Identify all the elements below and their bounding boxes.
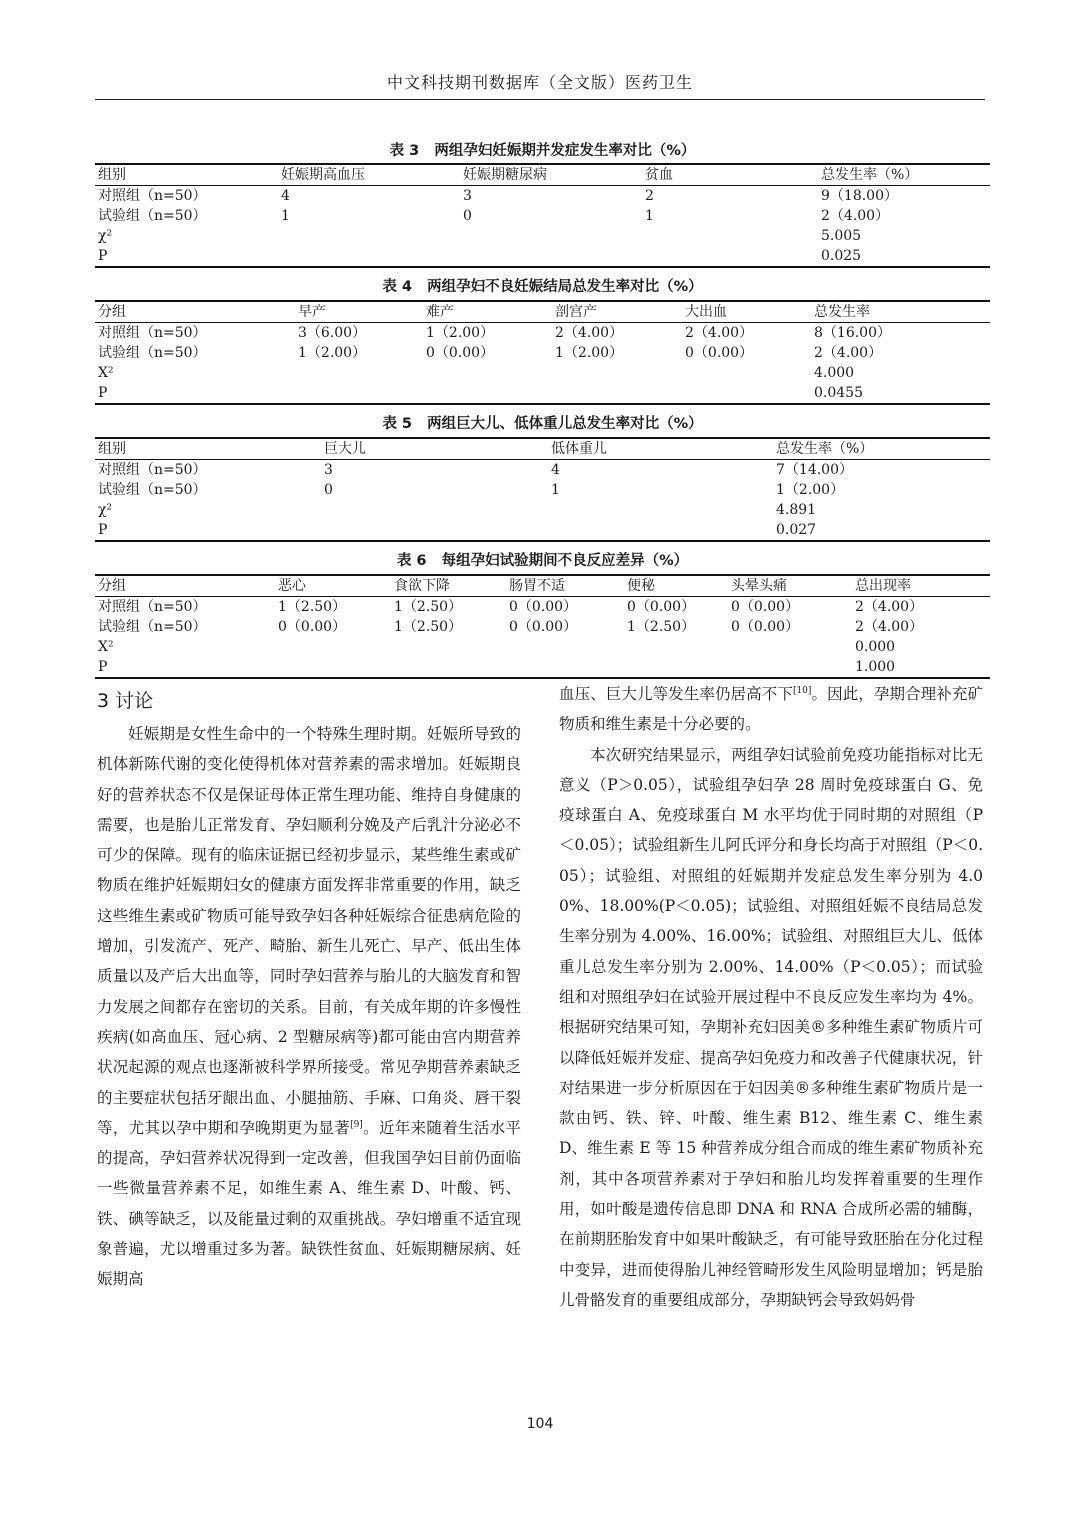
table-cell: 1（2.50） [627,619,696,635]
table-cell: 1（2.00） [298,345,367,361]
section-heading: 3 讨论 [97,690,154,712]
column-header: 组别 [95,164,278,186]
table-cell: 4.000 [814,365,855,381]
table-cell: 2（4.00） [555,325,624,341]
table-row [95,500,990,520]
table-cell: 0 [463,208,472,224]
table-cell: 0（0.00） [509,619,578,635]
table-cell: P [98,659,108,675]
column-header: 分组 [95,575,275,597]
table-cell: 1（2.50） [394,619,463,635]
table-row [95,617,990,637]
column-header: 肠胃不适 [506,575,624,597]
table-cell [423,363,552,383]
column-header: 早产 [295,301,423,323]
table-6-caption: 表 6 每组孕妇试验期间不良反应差异（%） [396,553,689,569]
table-cell [552,363,682,383]
table-cell [548,500,773,520]
table-row [95,383,990,404]
table-cell: 4 [551,462,560,478]
table-cell: 1.000 [855,659,896,675]
table-cell [278,246,460,267]
column-header: 头晕头痛 [728,575,852,597]
table-cell [278,226,460,246]
table-5-caption: 表 5 两组巨大儿、低体重儿总发生率对比（%） [382,416,703,432]
table-cell: χ² [98,228,113,244]
table-cell: X² [98,639,114,655]
table-cell [506,657,624,678]
table-cell [682,383,811,404]
table-cell [624,637,728,657]
table-cell [548,520,773,541]
table-row [95,226,990,246]
table-cell [460,246,642,267]
table-cell: 1 [551,482,560,498]
table-row [95,246,990,267]
table-cell: 对照组（n=50） [98,599,207,615]
table-cell: 0（0.00） [685,345,754,361]
body-paragraph [97,719,521,1295]
table-cell: 5.005 [821,228,862,244]
table-cell [682,363,811,383]
page-number: 104 [526,1416,554,1432]
running-header: 中文科技期刊数据库（全文版）医药卫生 [386,73,693,92]
table-cell: P [98,522,108,538]
table-cell: 1 [281,208,290,224]
table-cell: 0.000 [855,639,896,655]
table-header-row [95,164,990,186]
table-cell: 3（6.00） [298,325,367,341]
table-row [95,480,990,500]
table-cell [728,657,852,678]
column-header: 总出现率 [852,575,990,597]
table-cell: 2（4.00） [855,619,924,635]
paragraph-text: 。因此，孕期合理补充矿物质和维生素是十分必要的。 [559,685,983,734]
table-header-row [95,438,990,460]
table-cell: P [98,385,108,401]
column-header: 妊娠期糖尿病 [460,164,642,186]
table-row [95,343,990,363]
table-row [95,363,990,383]
table-cell [295,383,423,404]
column-header: 难产 [423,301,552,323]
table-cell: 0（0.00） [509,599,578,615]
table-cell: 1（2.50） [394,599,463,615]
column-header: 恶心 [275,575,391,597]
column-header: 总发生率（%） [773,438,990,460]
table-4-caption: 表 4 两组孕妇不良妊娠结局总发生率对比（%） [382,279,703,295]
table-cell: 0.025 [821,248,862,264]
table-5 [95,437,990,542]
table-cell: 试验组（n=50） [98,619,207,635]
paragraph-text: 血压、巨大儿等发生率仍居高不下 [559,685,793,703]
table-3 [95,163,990,268]
table-cell: 8（16.00） [814,325,891,341]
table-3-caption: 表 3 两组孕妇妊娠期并发症发生率对比（%） [389,143,696,159]
table-cell: 1（2.00） [555,345,624,361]
table-cell: 试验组（n=50） [98,208,207,224]
table-cell: 2 [645,188,654,204]
column-header: 巨大儿 [321,438,548,460]
paragraph-text: 。近年来随着生活水平的提高，孕妇营养状况得到一定改善，但我国孕妇目前仍面临一些微量营养素不足，如维生素 A、维生素 D、叶酸、钙、铁、碘等缺乏，以及能量过剩的双重挑战。孕妇增重不适宜现象普遍，尤以增重过多为著。缺铁性贫血、妊娠期糖尿病、妊娠期高 [97,1118,521,1289]
table-cell [460,226,642,246]
table-cell: 0.027 [776,522,817,538]
table-cell: 0 [324,482,333,498]
column-header: 组别 [95,438,321,460]
table-cell: 3 [463,188,472,204]
table-cell: 0（0.00） [627,599,696,615]
table-cell: 0（0.00） [731,619,800,635]
table-cell: 对照组（n=50） [98,325,207,341]
column-header: 总发生率（%） [818,164,990,186]
table-row [95,186,990,207]
table-cell: X² [98,365,114,381]
table-cell [275,657,391,678]
table-cell: 对照组（n=50） [98,188,207,204]
table-cell: 1（2.00） [776,482,845,498]
citation-marker: [10] [792,685,812,696]
table-cell: 4 [281,188,290,204]
column-header: 便秘 [624,575,728,597]
table-cell [552,383,682,404]
table-cell: 3 [324,462,333,478]
table-cell: 1（2.50） [278,599,347,615]
column-header: 低体重儿 [548,438,773,460]
table-cell [624,657,728,678]
table-cell: 4.891 [776,502,817,518]
table-cell [321,520,548,541]
table-cell [391,637,506,657]
table-cell: 试验组（n=50） [98,482,207,498]
column-header: 大出血 [682,301,811,323]
table-row [95,323,990,344]
column-header: 贫血 [642,164,818,186]
table-cell [321,500,548,520]
table-cell [275,637,391,657]
table-row [95,637,990,657]
table-cell [728,637,852,657]
left-text-column [97,719,521,1295]
table-cell [506,637,624,657]
table-cell [642,246,818,267]
table-cell: 0（0.00） [731,599,800,615]
right-text-column [559,679,983,1315]
column-header: 总发生率 [811,301,990,323]
table-cell: 2（4.00） [855,599,924,615]
table-cell [642,226,818,246]
table-row [95,597,990,618]
column-header: 食欲下降 [391,575,506,597]
table-cell: 2（4.00） [814,345,883,361]
table-cell: 0（0.00） [426,345,495,361]
table-cell: 1 [645,208,654,224]
table-cell [391,657,506,678]
table-row [95,206,990,226]
table-cell: χ² [98,502,113,518]
table-row [95,520,990,541]
table-cell [295,363,423,383]
table-header-row [95,301,990,323]
table-cell: 对照组（n=50） [98,462,207,478]
table-6 [95,574,990,679]
table-cell: 1（2.00） [426,325,495,341]
column-header: 分组 [95,301,295,323]
table-cell: 0.0455 [814,385,863,401]
table-4 [95,300,990,405]
column-header: 剖宫产 [552,301,682,323]
citation-marker: [9] [350,1119,363,1130]
body-paragraph [559,679,983,740]
table-row [95,460,990,481]
table-row [95,657,990,678]
table-cell: 2（4.00） [685,325,754,341]
table-header-row [95,575,990,597]
column-header: 妊娠期高血压 [278,164,460,186]
table-cell: 0（0.00） [278,619,347,635]
paragraph-text: 妊娠期是女性生命中的一个特殊生理时期。妊娠所导致的机体新陈代谢的变化使得机体对营养素的需求增加。妊娠期良好的营养状态不仅是保证母体正常生理功能、维持自身健康的需要，也是胎儿正常发育、孕妇顺利分娩及产后乳汁分泌必不可少的保障。现有的临床证据已经初步显示，某些维生素或矿物质在维护妊娠期妇女的健康方面发挥非常重要的作用，缺乏这些维生素或矿物质可能导致孕妇各种妊娠综合征患病危险的增加，引发流产、死产、畸胎、新生儿死亡、早产、低出生体质量以及产后大出血等，同时孕妇营养与胎儿的大脑发育和智力发展之间都存在密切的关系。目前，有关成年期的许多慢性疾病(如高血压、冠心病、2 型糖尿病等)都可能由宫内期营养状况起源的观点也逐渐被科学界所接受。常见孕期营养素缺乏的主要症状包括牙龈出血、小腿抽筋、手麻、口角炎、唇干裂等，尤其以孕中期和孕晚期更为显著 [97,725,521,1137]
table-cell: 试验组（n=50） [98,345,207,361]
table-cell: 9（18.00） [821,188,898,204]
table-cell: 7（14.00） [776,462,853,478]
body-paragraph: 本次研究结果显示，两组孕妇试验前免疫功能指标对比无意义（P＞0.05），试验组孕妇孕 28 周时免疫球蛋白 G、免疫球蛋白 A、免疫球蛋白 M 水平均优于同时期的对照组（P＜0.05）；试验组新生儿阿氏评分和身长均高于对照组（P＜0.05）；试验组、对照组的妊娠期并发症总发生率分别为 4.00%、18.00%(P＜0.05)；试验组、对照组妊娠不良结局总发生率分别为 4.00%、16.00%；试验组、对照组巨大儿、低体重儿总发生率分别为 2.00%、14.00%（P＜0.05）；而试验组和对照组孕妇在试验开展过程中不良反应发生率均为 4%。根据研究结果可知，孕期补充妇因美®多种维生素矿物质片可以降低妊娠并发症、提高孕妇免疫力和改善子代健康状况，针对结果进一步分析原因在于妇因美®多种维生素矿物质片是一款由钙、铁、锌、叶酸、维生素 B12、维生素 C、维生素 D、维生素 E 等 15 种营养成分组合而成的维生素矿物质补充剂，其中各项营养素对于孕妇和胎儿均发挥着重要的生理作用，如叶酸是遗传信息即 DNA 和 RNA 合成所必需的辅酶，在前期胚胎发育中如果叶酸缺乏，有可能导致胚胎在分化过程中变异，进而使得胎儿神经管畸形发生风险明显增加；钙是胎儿骨骼发育的重要组成部分，孕期缺钙会导致妈妈骨 [559,745,983,1309]
table-cell: 2（4.00） [821,208,890,224]
table-cell [423,383,552,404]
table-cell: P [98,248,108,264]
header-rule [95,99,985,100]
